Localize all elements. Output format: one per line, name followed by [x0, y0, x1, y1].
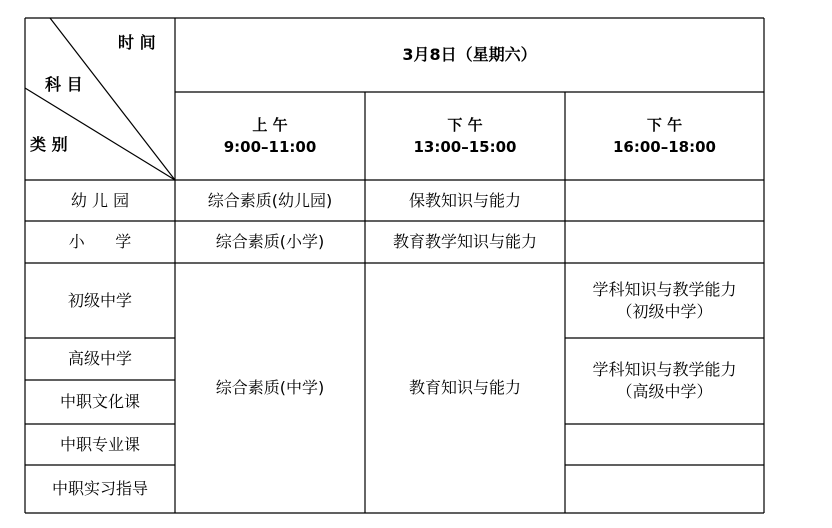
- category-senior-middle: 高级中学: [67, 349, 132, 368]
- session-header-pm: [365, 92, 565, 180]
- subject-primary-am: 综合素质(小学): [215, 232, 325, 251]
- session-time: 13:00–15:00: [413, 138, 517, 156]
- subject-primary-pm: 教育教学知识与能力: [392, 232, 537, 251]
- corner-category-label: 类 别: [30, 135, 68, 154]
- subject-line: （高级中学）: [616, 382, 713, 401]
- category-vocational-culture: 中职文化课: [59, 392, 140, 411]
- session-name: 下 午: [646, 116, 683, 134]
- category-primary: 小 学: [68, 232, 132, 251]
- session-name: 上 午: [252, 116, 288, 134]
- session-time: 16:00–18:00: [613, 138, 716, 156]
- category-kindergarten: 幼 儿 园: [70, 190, 130, 210]
- subject-middle-am: 综合素质(中学): [215, 378, 325, 397]
- category-vocational-specialty: 中职专业课: [59, 434, 140, 454]
- corner-time-label: 时 间: [118, 33, 156, 52]
- session-time: 9:00–11:00: [223, 138, 317, 156]
- subject-kindergarten-pm: 保教知识与能力: [408, 190, 521, 210]
- subject-middle-pm: 教育知识与能力: [408, 378, 521, 397]
- corner-subject-label: 科 目: [45, 75, 83, 94]
- subject-line: （初级中学）: [616, 301, 713, 321]
- subject-junior-evening: [565, 263, 764, 338]
- subject-senior-evening: [565, 338, 764, 424]
- subject-line: 学科知识与教学能力: [592, 279, 737, 299]
- subject-kindergarten-am: 综合素质(幼儿园): [207, 190, 333, 210]
- date-header: 3月8日（星期六）: [402, 45, 537, 64]
- category-vocational-practice: 中职实习指导: [51, 479, 148, 498]
- session-name: 下 午: [447, 116, 483, 134]
- category-junior-middle: 初级中学: [67, 290, 132, 310]
- session-header-am: [175, 92, 365, 180]
- subject-line: 学科知识与教学能力: [592, 360, 737, 379]
- session-header-eve: [565, 92, 764, 180]
